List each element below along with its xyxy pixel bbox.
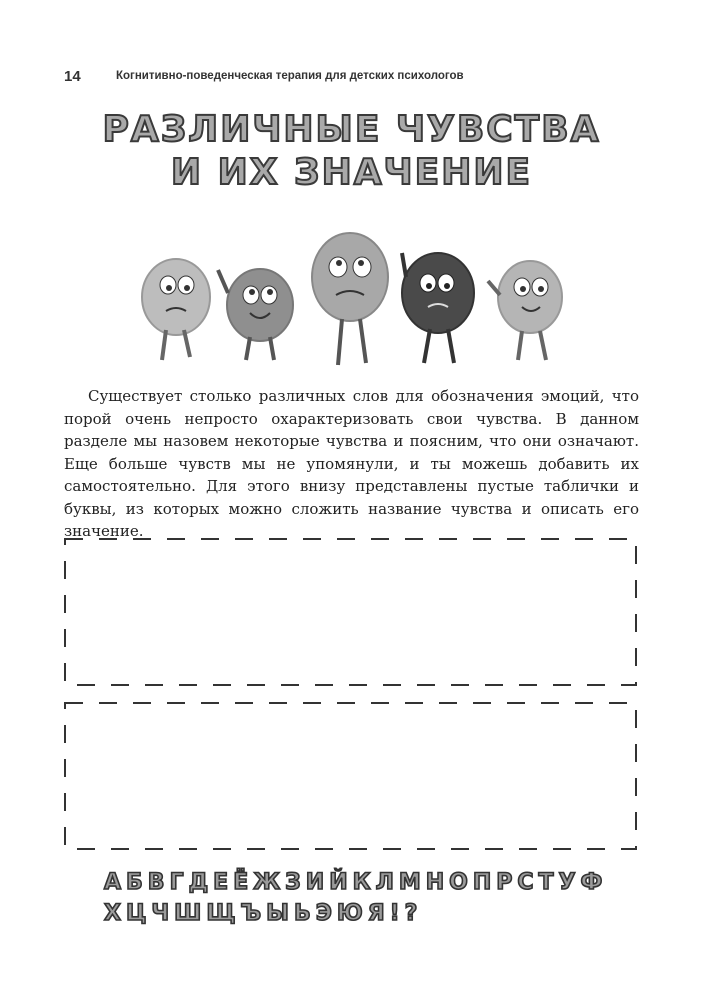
light-character xyxy=(488,261,562,360)
angry-character xyxy=(312,233,388,365)
dark-character xyxy=(402,253,474,363)
intro-paragraph: Существует столько различных слов для обозначения эмоций, что порой очень непросто охарактеризовать свои чувства. В данном разделе мы назовем некоторые чувства и поясним, что они означают. Еще больше чувств мы не упомянули, и ты можешь добавить их самостоятельно. Для этого внизу представлены пустые таблички и буквы, из которых можно сложить название чувства и описать его значение. xyxy=(64,387,639,540)
page-header xyxy=(64,68,464,86)
running-title: Когнитивно-поведенческая терапия для детских психологов xyxy=(116,70,464,82)
waving-character xyxy=(218,269,293,360)
cut-out-letters-row-2: ХЦЧШЩЪЫЬЭЮЯ!? xyxy=(104,901,423,926)
blank-feeling-card-2[interactable] xyxy=(64,702,637,850)
blank-feeling-card-1[interactable] xyxy=(64,538,637,686)
emotion-characters-illustration xyxy=(138,225,578,375)
sad-character xyxy=(142,259,210,360)
page-title-line-2: И ИХ ЗНАЧЕНИЕ xyxy=(170,152,533,193)
cut-out-letters-row-1: АБВГДЕЁЖЗИЙКЛМНОПРСТУФ xyxy=(104,870,608,895)
page-number: 14 xyxy=(64,68,81,85)
page-title-line-1: РАЗЛИЧНЫЕ ЧУВСТВА xyxy=(102,109,601,150)
